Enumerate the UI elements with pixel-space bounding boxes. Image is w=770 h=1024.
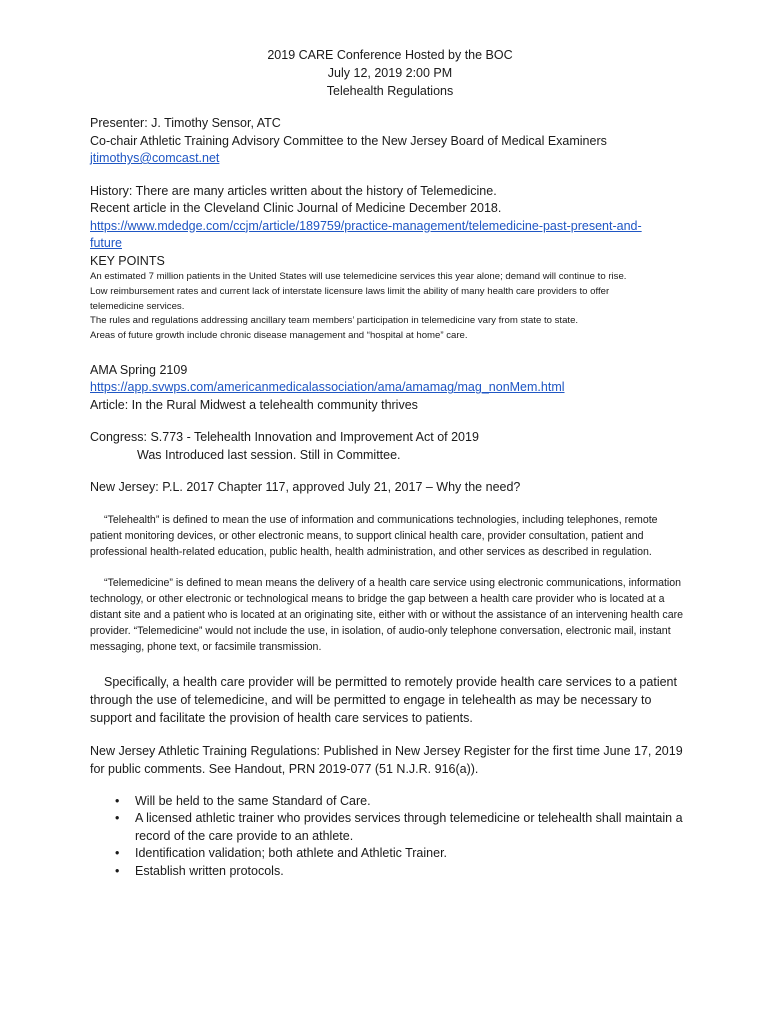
list-item-text: Will be held to the same Standard of Care.: [135, 793, 371, 808]
list-item-text: Identification validation; both athlete and Athletic Trainer.: [135, 846, 448, 861]
telehealth-definition: “Telehealth” is defined to mean the use of information and communications technologies, including telephones, remote patient monitoring devices, or other electronic means, to support clinical health care, provider consultation, patient and professional health-related education, public health, health administration, and other services as described in regulation.: [90, 513, 658, 558]
ama-link[interactable]: https://app.svwps.com/americanmedicalassociation/ama/amamag/mag_nonMem.html: [90, 380, 565, 395]
ama-section: [90, 362, 690, 415]
regulations-section: [90, 742, 690, 881]
article-link-part-1: https://www.mdedge.com/ccjm/article/189759/practice-management/telemedicine-past-present-and-: [90, 218, 642, 233]
list-item: [115, 863, 690, 881]
specifically-paragraph: Specifically, a health care provider will be permitted to remotely provide health care services to a patient through the use of telemedicine, and will be permitted to engage in telehealth as may be necessary to support and facilitate the provision of health care services to patients.: [90, 674, 677, 725]
list-item: [115, 793, 690, 811]
conference-date: July 12, 2019 2:00 PM: [327, 66, 453, 80]
conference-title: 2019 CARE Conference Hosted by the BOC: [267, 48, 513, 62]
article-link[interactable]: [90, 218, 690, 253]
list-item: [115, 810, 690, 845]
new-jersey-heading: New Jersey: P.L. 2017 Chapter 117, approved July 21, 2017 – Why the need?: [90, 480, 521, 495]
presenter-name: Presenter: J. Timothy Sensor, ATC: [90, 116, 281, 130]
telemedicine-definition: “Telemedicine” is defined to mean means the delivery of a health care service using electronic communications, information technology, or other electronic or technological means to bridge the gap between a health care provider who is located at a distant site and a patient who is located at an originating site, either with or without the assistance of an intervening health care provider. “Telemedicine” would not include the use, in isolation, of audio-only telephone conversation, electronic mail, instant messaging, phone text, or facsimile transmission.: [90, 576, 684, 653]
bullet-icon: •: [115, 863, 120, 878]
presenter-role: Co-chair Athletic Training Advisory Committee to the New Jersey Board of Medical Examiners: [90, 133, 607, 148]
key-point: telemedicine services.: [90, 300, 185, 312]
document-page: [90, 46, 690, 880]
article-link-part-2: future: [90, 236, 122, 250]
congress-section: [90, 429, 690, 464]
bullet-icon: •: [115, 846, 120, 861]
ama-article: Article: In the Rural Midwest a telehealth community thrives: [90, 397, 418, 412]
conference-topic: Telehealth Regulations: [326, 84, 454, 98]
key-point: Areas of future growth include chronic disease management and “hospital at home” care.: [90, 330, 468, 342]
list-item: [115, 845, 690, 863]
document-header: [90, 46, 690, 100]
key-point: An estimated 7 million patients in the United States will use telemedicine services this year alone; demand will continue to rise.: [90, 271, 627, 282]
regulations-bullet-list: [90, 793, 690, 881]
key-point: Low reimbursement rates and current lack of interstate licensure laws limit the ability of many health care providers to offer: [90, 285, 610, 297]
presenter-email-link[interactable]: jtimothys@comcast.net: [90, 151, 220, 165]
history-line-2: Recent article in the Cleveland Clinic Journal of Medicine December 2018.: [90, 201, 502, 215]
bullet-icon: •: [115, 811, 120, 826]
key-point: The rules and regulations addressing ancillary team members’ participation in telemedicine vary from state to state.: [90, 315, 579, 327]
list-item-text: A licensed athletic trainer who provides services through telemedicine or telehealth shall maintain a record of the care provide to an athlete.: [135, 811, 683, 843]
list-item-text: Establish written protocols.: [135, 863, 284, 878]
bullet-icon: •: [115, 793, 120, 808]
congress-line-2: Was Introduced last session. Still in Committee.: [137, 447, 401, 462]
history-section: [90, 183, 690, 344]
ama-heading: AMA Spring 2109: [90, 362, 188, 377]
presenter-section: [90, 115, 690, 168]
congress-line-1: Congress: S.773 - Telehealth Innovation and Improvement Act of 2019: [90, 430, 479, 445]
regulations-heading: New Jersey Athletic Training Regulations: Published in New Jersey Register for the first time June 17, 2019 for public comments. See Handout, PRN 2019-077 (51 N.J.R. 916(a)).: [90, 743, 683, 776]
new-jersey-section: [90, 479, 690, 727]
history-line-1: History: There are many articles written about the history of Telemedicine.: [90, 183, 497, 198]
key-points-label: KEY POINTS: [90, 253, 165, 268]
